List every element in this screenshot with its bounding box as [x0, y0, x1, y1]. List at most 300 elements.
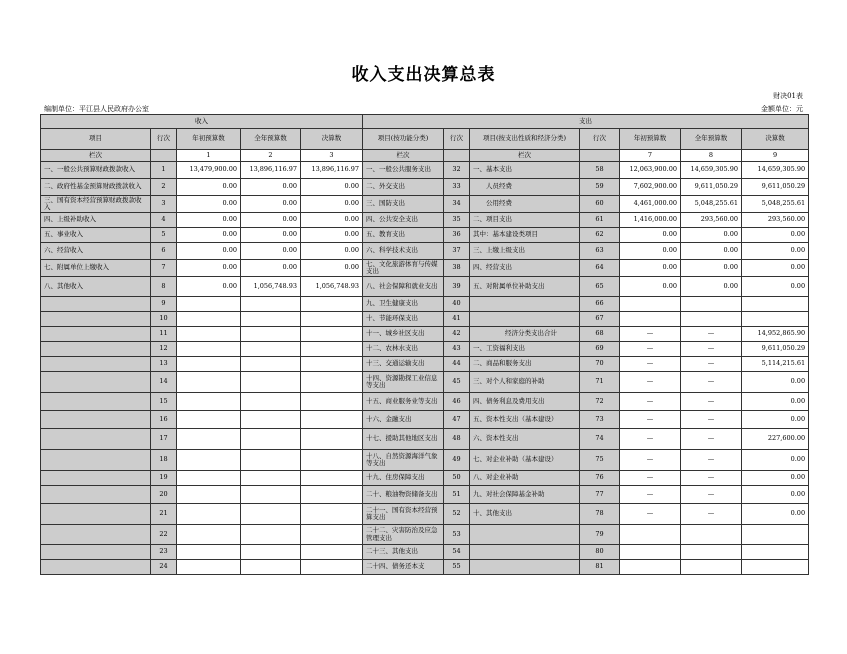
function-row-number: 37	[444, 243, 470, 260]
economic-final	[742, 560, 809, 575]
table-row	[41, 297, 809, 312]
economic-budget-initial	[620, 297, 681, 312]
function-row-number: 33	[444, 179, 470, 196]
economic-final: 9,611,050.29	[742, 342, 809, 357]
economic-row-number: 73	[580, 411, 620, 429]
income-budget-initial: 0.00	[177, 196, 241, 213]
income-budget-full	[241, 312, 301, 327]
economic-item-name: 其中：基本建设类项目	[470, 228, 580, 243]
table-row	[41, 162, 809, 179]
income-budget-full	[241, 450, 301, 471]
economic-budget-full	[681, 297, 742, 312]
income-final	[301, 525, 363, 545]
economic-item-name: 四、经营支出	[470, 260, 580, 277]
table-row	[41, 196, 809, 213]
economic-budget-initial: —	[620, 429, 681, 450]
economic-final: 0.00	[742, 243, 809, 260]
function-item-name: 四、公共安全支出	[363, 213, 444, 228]
function-item-name: 一、一般公共服务支出	[363, 162, 444, 179]
function-item-name: 七、文化旅游体育与传媒支出	[363, 260, 444, 277]
economic-final: 227,600.00	[742, 429, 809, 450]
col-number: 3	[301, 150, 363, 162]
table-row	[41, 393, 809, 411]
table-row	[41, 560, 809, 575]
economic-budget-full: —	[681, 486, 742, 504]
income-row-number: 21	[151, 504, 177, 525]
economic-item-name	[470, 545, 580, 560]
economic-row-number: 58	[580, 162, 620, 179]
income-row-number: 11	[151, 327, 177, 342]
economic-budget-initial: —	[620, 327, 681, 342]
income-budget-initial: 0.00	[177, 243, 241, 260]
economic-budget-initial	[620, 560, 681, 575]
income-budget-full	[241, 327, 301, 342]
economic-final: 14,659,305.90	[742, 162, 809, 179]
income-budget-full	[241, 342, 301, 357]
function-item-name: 八、社会保障和就业支出	[363, 277, 444, 297]
economic-budget-full	[681, 312, 742, 327]
economic-final: 0.00	[742, 260, 809, 277]
economic-budget-full: 0.00	[681, 243, 742, 260]
income-final: 0.00	[301, 179, 363, 196]
function-row-number: 46	[444, 393, 470, 411]
economic-item-name: 三、对个人和家庭的补助	[470, 372, 580, 393]
income-budget-full	[241, 429, 301, 450]
economic-row-number: 78	[580, 504, 620, 525]
function-row-number: 45	[444, 372, 470, 393]
income-row-number: 10	[151, 312, 177, 327]
header-final: 决算数	[301, 129, 363, 150]
income-item-name	[41, 393, 151, 411]
income-budget-full	[241, 297, 301, 312]
income-budget-full	[241, 525, 301, 545]
income-row-number: 2	[151, 179, 177, 196]
income-budget-initial	[177, 525, 241, 545]
header-budget-initial: 年初预算数	[177, 129, 241, 150]
economic-budget-initial: 4,461,000.00	[620, 196, 681, 213]
header-item-func: 项目(按功能分类)	[363, 129, 444, 150]
economic-budget-full: 293,560.00	[681, 213, 742, 228]
economic-budget-initial: —	[620, 342, 681, 357]
income-item-name: 四、上级补助收入	[41, 213, 151, 228]
income-row-number: 12	[151, 342, 177, 357]
function-item-name: 六、科学技术支出	[363, 243, 444, 260]
economic-budget-full: 5,048,255.61	[681, 196, 742, 213]
economic-budget-full	[681, 525, 742, 545]
income-item-name: 一、一般公共预算财政拨款收入	[41, 162, 151, 179]
income-row-number: 16	[151, 411, 177, 429]
function-item-name: 二十二、灾害防治及应急管理支出	[363, 525, 444, 545]
income-final	[301, 429, 363, 450]
income-item-name	[41, 560, 151, 575]
economic-row-number: 71	[580, 372, 620, 393]
income-item-name	[41, 545, 151, 560]
function-item-name: 二十、粮油物资储备支出	[363, 486, 444, 504]
function-row-number: 34	[444, 196, 470, 213]
economic-item-name: 经济分类支出合计	[470, 327, 580, 342]
economic-final	[742, 297, 809, 312]
col-number-empty	[151, 150, 177, 162]
income-final: 0.00	[301, 243, 363, 260]
function-item-name: 二十三、其他支出	[363, 545, 444, 560]
income-budget-initial	[177, 372, 241, 393]
economic-item-name: 一、工资福利支出	[470, 342, 580, 357]
economic-item-name: 八、对企业补助	[470, 471, 580, 486]
income-budget-initial: 0.00	[177, 260, 241, 277]
income-row-number: 7	[151, 260, 177, 277]
income-item-name: 三、国有资本经营预算财政拨款收入	[41, 196, 151, 213]
income-budget-full: 0.00	[241, 260, 301, 277]
economic-budget-full: —	[681, 471, 742, 486]
income-row-number: 18	[151, 450, 177, 471]
economic-row-number: 75	[580, 450, 620, 471]
function-item-name: 二十四、债务还本支	[363, 560, 444, 575]
organization-label: 编制单位：平江县人民政府办公室	[44, 105, 149, 113]
income-budget-full	[241, 393, 301, 411]
income-final	[301, 393, 363, 411]
income-budget-initial	[177, 342, 241, 357]
income-final: 13,896,116.97	[301, 162, 363, 179]
table-row	[41, 525, 809, 545]
economic-row-number: 68	[580, 327, 620, 342]
function-row-number: 32	[444, 162, 470, 179]
income-budget-full	[241, 357, 301, 372]
header-final: 决算数	[742, 129, 809, 150]
income-final: 0.00	[301, 228, 363, 243]
economic-row-number: 59	[580, 179, 620, 196]
income-item-name	[41, 312, 151, 327]
income-final	[301, 411, 363, 429]
col-label: 栏次	[363, 150, 444, 162]
income-item-name	[41, 450, 151, 471]
table-row	[41, 243, 809, 260]
income-final	[301, 471, 363, 486]
income-item-name	[41, 411, 151, 429]
function-row-number: 55	[444, 560, 470, 575]
col-number: 1	[177, 150, 241, 162]
economic-row-number: 60	[580, 196, 620, 213]
economic-budget-full: —	[681, 429, 742, 450]
function-row-number: 51	[444, 486, 470, 504]
economic-item-name: 九、对社会保障基金补助	[470, 486, 580, 504]
income-budget-initial	[177, 450, 241, 471]
function-item-name: 五、教育支出	[363, 228, 444, 243]
income-budget-initial	[177, 471, 241, 486]
economic-budget-full: —	[681, 342, 742, 357]
economic-budget-initial: —	[620, 357, 681, 372]
economic-final: 0.00	[742, 372, 809, 393]
income-budget-full: 0.00	[241, 228, 301, 243]
table-row	[41, 228, 809, 243]
income-budget-full	[241, 560, 301, 575]
income-budget-full	[241, 471, 301, 486]
economic-item-name: 六、资本性支出	[470, 429, 580, 450]
economic-row-number: 81	[580, 560, 620, 575]
table-row	[41, 486, 809, 504]
function-row-number: 52	[444, 504, 470, 525]
economic-budget-initial: 1,416,000.00	[620, 213, 681, 228]
table-row	[41, 504, 809, 525]
economic-row-number: 74	[580, 429, 620, 450]
income-row-number: 23	[151, 545, 177, 560]
income-row-number: 8	[151, 277, 177, 297]
income-row-number: 5	[151, 228, 177, 243]
table-row	[41, 372, 809, 393]
economic-final: 0.00	[742, 393, 809, 411]
table-row	[41, 357, 809, 372]
income-final: 0.00	[301, 213, 363, 228]
economic-budget-initial: 12,063,900.00	[620, 162, 681, 179]
function-item-name: 三、国防支出	[363, 196, 444, 213]
economic-item-name	[470, 525, 580, 545]
income-budget-initial: 0.00	[177, 228, 241, 243]
income-budget-full	[241, 504, 301, 525]
income-row-number: 4	[151, 213, 177, 228]
income-budget-initial	[177, 560, 241, 575]
economic-budget-full: —	[681, 393, 742, 411]
function-item-name: 十一、城乡社区支出	[363, 327, 444, 342]
header-budget-full: 全年预算数	[241, 129, 301, 150]
income-row-number: 1	[151, 162, 177, 179]
economic-budget-initial: 0.00	[620, 243, 681, 260]
table-row	[41, 312, 809, 327]
income-final	[301, 342, 363, 357]
income-item-name	[41, 342, 151, 357]
income-row-number: 6	[151, 243, 177, 260]
economic-budget-initial: 0.00	[620, 228, 681, 243]
income-row-number: 20	[151, 486, 177, 504]
income-item-name: 五、事业收入	[41, 228, 151, 243]
header-item: 项目	[41, 129, 151, 150]
income-final	[301, 357, 363, 372]
economic-row-number: 62	[580, 228, 620, 243]
economic-budget-initial: —	[620, 504, 681, 525]
economic-row-number: 61	[580, 213, 620, 228]
economic-final	[742, 545, 809, 560]
income-row-number: 15	[151, 393, 177, 411]
income-item-name	[41, 486, 151, 504]
income-section-header: 收入	[41, 115, 363, 129]
function-row-number: 42	[444, 327, 470, 342]
income-budget-initial	[177, 357, 241, 372]
income-budget-full	[241, 372, 301, 393]
table-row	[41, 327, 809, 342]
function-item-name: 十五、商业服务业等支出	[363, 393, 444, 411]
economic-budget-initial: 7,602,900.00	[620, 179, 681, 196]
economic-budget-initial: —	[620, 411, 681, 429]
income-budget-initial	[177, 545, 241, 560]
income-budget-full: 0.00	[241, 213, 301, 228]
economic-budget-full: —	[681, 411, 742, 429]
function-item-name: 十二、农林水支出	[363, 342, 444, 357]
income-item-name: 八、其他收入	[41, 277, 151, 297]
table-row	[41, 471, 809, 486]
income-final: 0.00	[301, 260, 363, 277]
function-row-number: 49	[444, 450, 470, 471]
function-row-number: 44	[444, 357, 470, 372]
function-row-number: 38	[444, 260, 470, 277]
income-row-number: 24	[151, 560, 177, 575]
income-final	[301, 486, 363, 504]
economic-final: 0.00	[742, 471, 809, 486]
income-budget-full: 13,896,116.97	[241, 162, 301, 179]
economic-final: 14,952,865.90	[742, 327, 809, 342]
income-budget-initial: 0.00	[177, 179, 241, 196]
economic-final: 5,048,255.61	[742, 196, 809, 213]
table-row	[41, 342, 809, 357]
economic-final: 293,560.00	[742, 213, 809, 228]
income-final	[301, 372, 363, 393]
income-item-name	[41, 504, 151, 525]
function-row-number: 40	[444, 297, 470, 312]
economic-item-name: 四、债务利息及费用支出	[470, 393, 580, 411]
economic-row-number: 64	[580, 260, 620, 277]
income-final	[301, 297, 363, 312]
economic-item-name	[470, 560, 580, 575]
income-expense-table	[40, 114, 809, 575]
economic-budget-full	[681, 545, 742, 560]
table-row	[41, 213, 809, 228]
economic-item-name	[470, 297, 580, 312]
table-row	[41, 260, 809, 277]
economic-row-number: 65	[580, 277, 620, 297]
income-row-number: 22	[151, 525, 177, 545]
expense-section-header: 支出	[363, 115, 809, 129]
economic-budget-initial: —	[620, 471, 681, 486]
economic-row-number: 76	[580, 471, 620, 486]
function-row-number: 36	[444, 228, 470, 243]
income-item-name: 二、政府性基金预算财政拨款收入	[41, 179, 151, 196]
income-budget-full	[241, 411, 301, 429]
function-row-number: 35	[444, 213, 470, 228]
economic-budget-full: 0.00	[681, 277, 742, 297]
table-row	[41, 179, 809, 196]
economic-budget-initial: —	[620, 486, 681, 504]
function-item-name: 十六、金融支出	[363, 411, 444, 429]
function-row-number: 50	[444, 471, 470, 486]
economic-item-name: 十、其他支出	[470, 504, 580, 525]
function-row-number: 39	[444, 277, 470, 297]
economic-item-name	[470, 312, 580, 327]
income-row-number: 19	[151, 471, 177, 486]
income-item-name: 六、经营收入	[41, 243, 151, 260]
economic-item-name: 三、上缴上级支出	[470, 243, 580, 260]
income-budget-initial: 13,479,900.00	[177, 162, 241, 179]
economic-budget-full: —	[681, 450, 742, 471]
economic-budget-initial: —	[620, 393, 681, 411]
function-item-name: 十七、援助其他地区支出	[363, 429, 444, 450]
economic-budget-initial: 0.00	[620, 277, 681, 297]
function-row-number: 48	[444, 429, 470, 450]
economic-item-name: 五、对附属单位补助支出	[470, 277, 580, 297]
col-number-empty	[580, 150, 620, 162]
header-item-econ: 项目(按支出性质和经济分类)	[470, 129, 580, 150]
economic-budget-initial: 0.00	[620, 260, 681, 277]
economic-row-number: 69	[580, 342, 620, 357]
economic-final	[742, 312, 809, 327]
function-row-number: 43	[444, 342, 470, 357]
income-row-number: 17	[151, 429, 177, 450]
economic-final: 0.00	[742, 277, 809, 297]
income-final	[301, 450, 363, 471]
economic-item-name: 二、项目支出	[470, 213, 580, 228]
income-final	[301, 504, 363, 525]
economic-budget-full: —	[681, 327, 742, 342]
income-budget-initial	[177, 393, 241, 411]
function-row-number: 47	[444, 411, 470, 429]
economic-budget-initial	[620, 545, 681, 560]
income-final	[301, 545, 363, 560]
col-number-empty	[444, 150, 470, 162]
income-budget-initial	[177, 327, 241, 342]
function-item-name: 十八、自然资源海洋气象等支出	[363, 450, 444, 471]
page-title: 收入支出决算总表	[351, 65, 496, 85]
form-number: 财决01表	[773, 92, 803, 100]
income-budget-full: 0.00	[241, 179, 301, 196]
income-budget-initial	[177, 312, 241, 327]
header-seq: 行次	[580, 129, 620, 150]
col-number: 7	[620, 150, 681, 162]
economic-row-number: 77	[580, 486, 620, 504]
income-row-number: 13	[151, 357, 177, 372]
income-item-name	[41, 429, 151, 450]
economic-row-number: 67	[580, 312, 620, 327]
income-row-number: 3	[151, 196, 177, 213]
economic-item-name: 七、对企业补助（基本建设）	[470, 450, 580, 471]
income-budget-initial	[177, 297, 241, 312]
table-row	[41, 429, 809, 450]
economic-budget-initial	[620, 312, 681, 327]
economic-row-number: 80	[580, 545, 620, 560]
income-item-name	[41, 297, 151, 312]
income-item-name	[41, 357, 151, 372]
economic-final: 5,114,215.61	[742, 357, 809, 372]
income-final	[301, 312, 363, 327]
function-item-name: 十九、住房保障支出	[363, 471, 444, 486]
function-item-name: 二十一、国有资本经营预算支出	[363, 504, 444, 525]
economic-item-name: 人员经费	[470, 179, 580, 196]
economic-final: 0.00	[742, 486, 809, 504]
economic-budget-initial	[620, 525, 681, 545]
economic-budget-initial: —	[620, 450, 681, 471]
income-item-name	[41, 471, 151, 486]
function-row-number: 53	[444, 525, 470, 545]
economic-final: 0.00	[742, 504, 809, 525]
table-row	[41, 545, 809, 560]
table-body	[41, 115, 809, 575]
function-row-number: 54	[444, 545, 470, 560]
income-budget-initial	[177, 429, 241, 450]
income-final	[301, 560, 363, 575]
economic-row-number: 79	[580, 525, 620, 545]
header-seq: 行次	[151, 129, 177, 150]
economic-budget-full: 14,659,305.90	[681, 162, 742, 179]
economic-budget-full: 0.00	[681, 260, 742, 277]
economic-final: 0.00	[742, 411, 809, 429]
economic-budget-full: —	[681, 504, 742, 525]
economic-item-name: 二、商品和服务支出	[470, 357, 580, 372]
income-item-name	[41, 327, 151, 342]
income-item-name: 七、附属单位上缴收入	[41, 260, 151, 277]
economic-item-name: 五、资本性支出（基本建设）	[470, 411, 580, 429]
income-final: 0.00	[301, 196, 363, 213]
economic-item-name: 公用经费	[470, 196, 580, 213]
income-budget-full: 1,056,748.93	[241, 277, 301, 297]
economic-row-number: 70	[580, 357, 620, 372]
header-seq: 行次	[444, 129, 470, 150]
economic-final: 9,611,050.29	[742, 179, 809, 196]
function-item-name: 十三、交通运输支出	[363, 357, 444, 372]
